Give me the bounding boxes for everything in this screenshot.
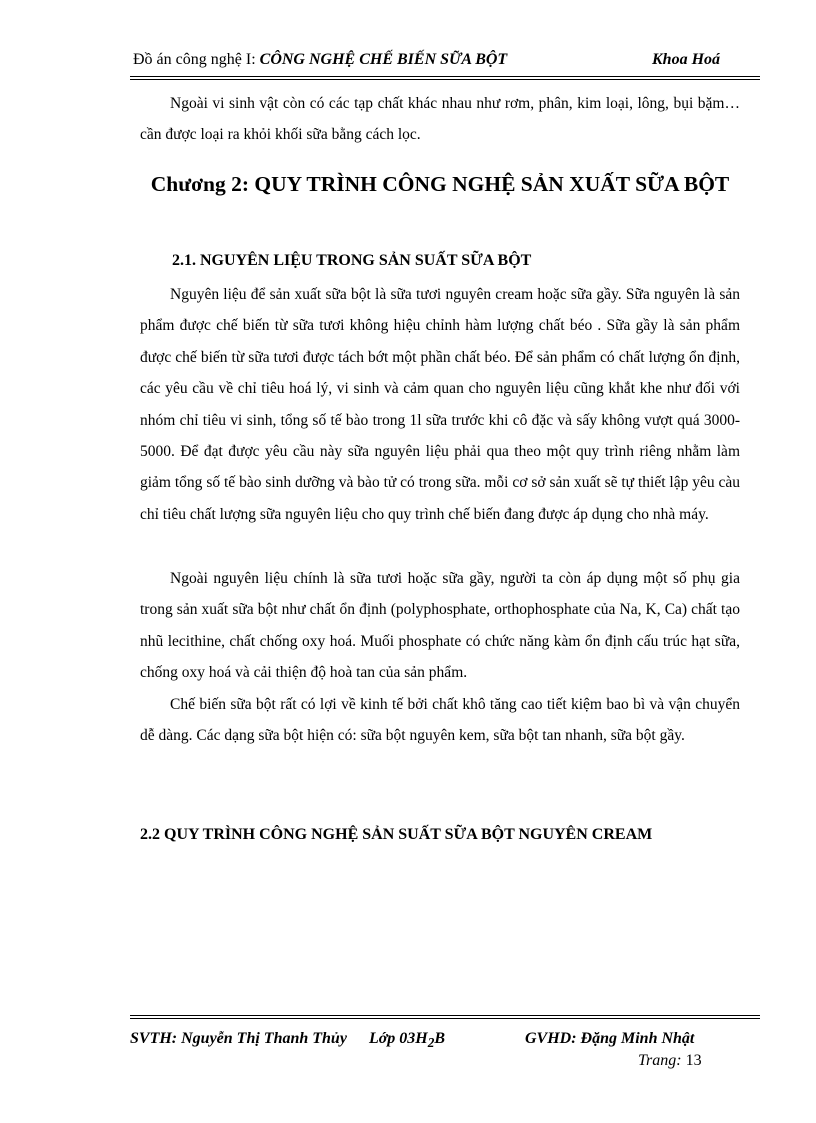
- header-rule-bottom: [130, 79, 760, 80]
- footer-advisor: GVHD: Đặng Minh Nhật: [525, 1030, 695, 1047]
- section-heading-2-1: [172, 252, 531, 270]
- chapter-title: Chương 2: QUY TRÌNH CÔNG NGHỆ SẢN XUẤT SỮA BỘT: [150, 172, 730, 196]
- footer-class: Lớp $03H_2B$: [368, 1030, 446, 1051]
- section-heading-text: 2.1. NGUYÊN LIỆU TRONG SẢN SUẤT SỮA BỘT: [172, 252, 532, 269]
- footer-student-info: [130, 1030, 445, 1051]
- section-2-1-paragraph-1: Nguyên liệu để sản xuất sữa bột là sữa tươi nguyên cream hoặc sữa gầy. Sữa nguyên là sản phẩm được chế biến từ sữa tươi không hiệu chỉnh hàm lượng chất béo . Sữa gầy là sản phẩm được chế biến từ sữa tươi được tách bớt một phần chất béo. Để sản phẩm có chất lượng ổn định, các yêu cầu về chỉ tiêu hoá lý, vi sinh và cảm quan cho nguyên liệu cũng khắt khe như đối với nhóm chỉ tiêu vi sinh, tổng số tế bào trong 1l sữa trước khi cô đặc và sấy không vượt quá 3000-5000. Để đạt được yêu cầu này sữa nguyên liệu phải qua theo một quy trình riêng nhằm làm giảm tổng số tế bào sinh dưỡng và bào tử có trong sữa. mỗi cơ sở sản xuất sẽ tự thiết lập yêu càu chỉ tiêu chất lượng sữa nguyên liệu cho quy trình chế biến đang được áp dụng cho nhà máy.: [140, 286, 740, 523]
- section-heading-text: 2.2 QUY TRÌNH CÔNG NGHỆ SẢN SUẤT SỮA BỘT NGUYÊN CREAM: [140, 826, 653, 843]
- header-project-title: CÔNG NGHỆ CHẾ BIẾN SỮA BỘT: [259, 51, 508, 68]
- footer-rule-bottom: [130, 1018, 760, 1019]
- header-department: Khoa Hoá: [652, 51, 721, 68]
- section-heading-2-2: [140, 826, 652, 844]
- footer-page-number: [638, 1052, 702, 1070]
- header-rule-top: [130, 76, 760, 77]
- section-2-1-paragraph-3: Chế biến sữa bột rất có lợi về kinh tế bởi chất khô tăng cao tiết kiệm bao bì và vận chuyển dễ dàng. Các dạng sữa bột hiện có: sữa bột nguyên kem, sữa bột tan nhanh, sữa bột gầy.: [140, 696, 740, 745]
- intro-paragraph: Ngoài vi sinh vật còn có các tạp chất khác nhau như rơm, phân, kim loại, lông, bụi bặm…cần được loại ra khỏi khối sữa bằng cách lọc.: [140, 95, 740, 144]
- header-document-title: [133, 51, 507, 69]
- page-label: Trang:: [638, 1052, 682, 1069]
- footer-student-name: SVTH: Nguyễn Thị Thanh Thủy: [130, 1030, 347, 1047]
- footer-rule-top: [130, 1015, 760, 1016]
- section-2-1-paragraph-2: Ngoài nguyên liệu chính là sữa tươi hoặc sữa gầy, người ta còn áp dụng một số phụ gia trong sản xuất sữa bột như chất ổn định (polyphosphate, orthophosphate của Na, K, Ca) chất tạo nhũ lecithine, chất chống oxy hoá. Muối phosphate có chức năng kàm ổn định cấu trúc hạt sữa, chống oxy hoá và cải thiện độ hoà tan của sản phẩm.: [140, 570, 740, 682]
- page-number-value: 13: [685, 1052, 702, 1069]
- header-course-label: Đồ án công nghệ I:: [133, 51, 260, 68]
